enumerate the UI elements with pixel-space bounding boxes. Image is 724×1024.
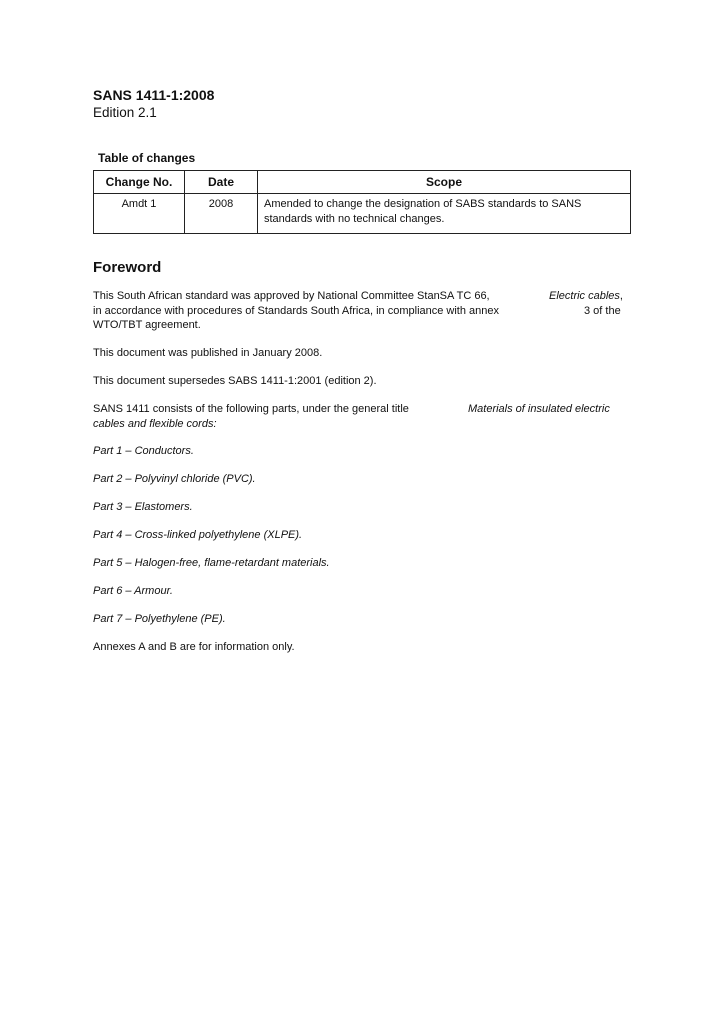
general-title-part-1: Materials of insulated electric — [468, 403, 610, 415]
list-item: Part 4 – Cross-linked polyethylene (XLPE). — [93, 529, 303, 541]
table-header-row — [94, 171, 631, 194]
list-item: Part 7 – Polyethylene (PE). — [93, 613, 226, 625]
parts-intro-text: SANS 1411 consists of the following parts, under the general title — [93, 403, 409, 415]
parts-intro-line-1 — [93, 402, 638, 417]
column-header-change-no: Change No. — [94, 171, 185, 194]
edition-label: Edition 2.1 — [93, 105, 157, 120]
parts-intro-paragraph — [93, 402, 638, 431]
approval-line-1 — [93, 289, 638, 304]
list-item: Part 3 – Elastomers. — [93, 501, 193, 513]
cell-change-no: Amdt 1 — [94, 194, 185, 234]
list-item: Part 5 – Halogen-free, flame-retardant materials. — [93, 557, 330, 569]
column-header-date: Date — [185, 171, 258, 194]
document-id: SANS 1411-1:2008 — [93, 87, 215, 103]
annex-note: Annexes A and B are for information only. — [93, 641, 295, 653]
parts-intro-line-2 — [93, 417, 638, 432]
approval-line-1-tail — [549, 289, 623, 304]
table-of-changes-title: Table of changes — [98, 151, 196, 165]
scope-line-1: Amended to change the designation of SABS standards to SANS — [264, 198, 582, 210]
annex-ref: 3 of the — [584, 304, 621, 317]
foreword-heading: Foreword — [93, 259, 162, 276]
cell-scope — [258, 194, 631, 234]
approval-line-1-text: This South African standard was approved by National Committee StanSA TC 66, — [93, 290, 490, 302]
scope-line-2: standards with no technical changes. — [264, 213, 445, 225]
column-header-scope: Scope — [258, 171, 631, 194]
changes-table — [93, 170, 631, 234]
approval-line-2-text: in accordance with procedures of Standards South Africa, in compliance with annex — [93, 304, 500, 317]
approval-line-3: WTO/TBT agreement. — [93, 319, 201, 331]
supersedes-paragraph: This document supersedes SABS 1411-1:2001 (edition 2). — [93, 375, 377, 387]
list-item: Part 2 – Polyvinyl chloride (PVC). — [93, 473, 256, 485]
general-title-part-2: cables and flexible cords: — [93, 417, 217, 430]
cell-date: 2008 — [185, 194, 258, 234]
list-item: Part 1 – Conductors. — [93, 445, 194, 457]
list-item: Part 6 – Armour. — [93, 585, 173, 597]
table-row — [94, 194, 631, 234]
published-paragraph: This document was published in January 2008. — [93, 347, 323, 359]
committee-name: Electric cables — [549, 290, 620, 302]
approval-line-2 — [93, 304, 638, 319]
comma: , — [619, 290, 623, 302]
approval-paragraph — [93, 289, 638, 333]
